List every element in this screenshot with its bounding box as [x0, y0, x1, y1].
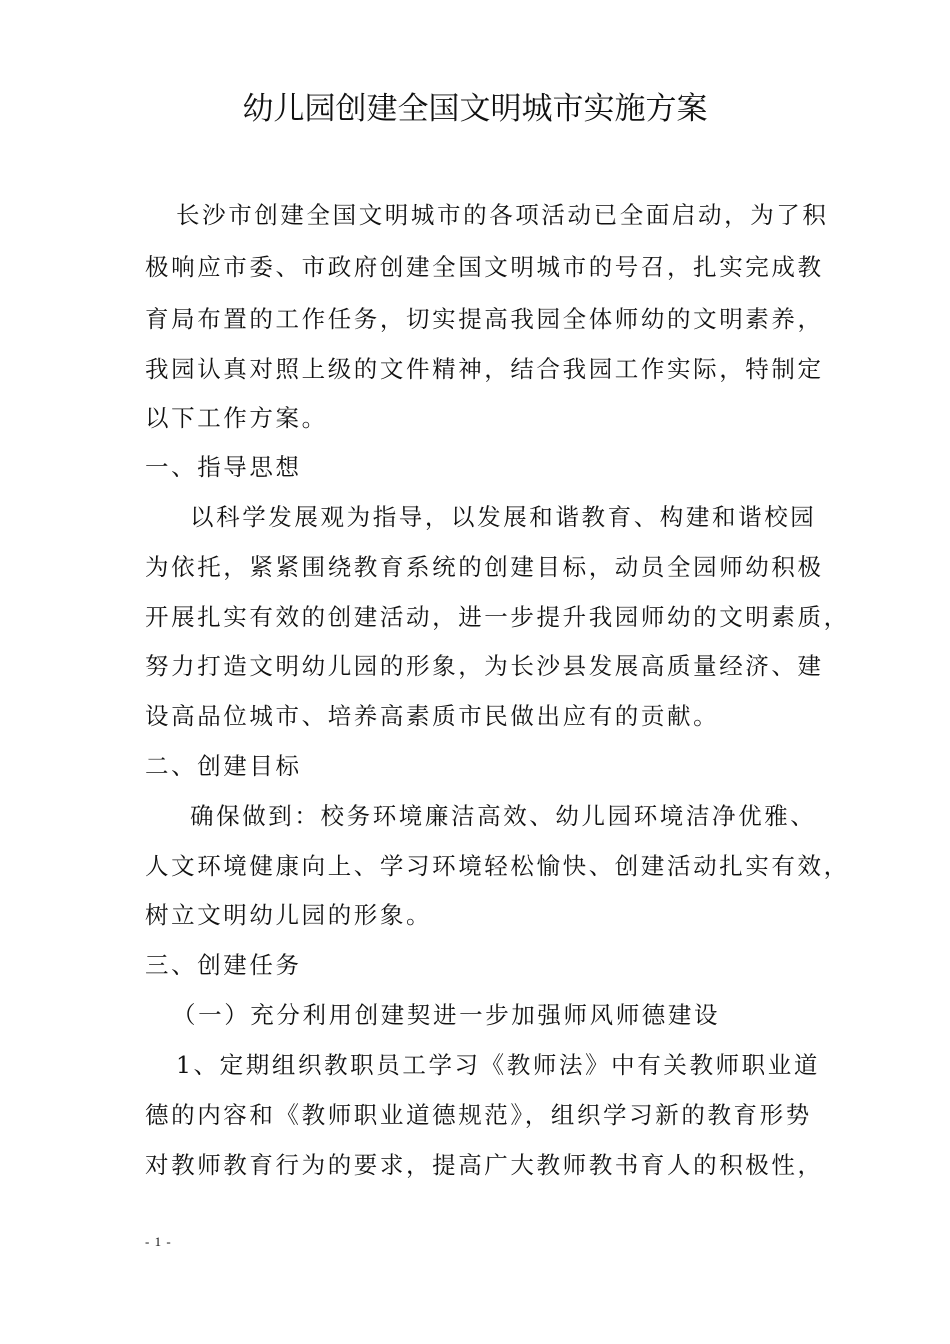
section-heading: 三、创建任务 [145, 951, 302, 979]
body-line: 德的内容和《教师职业道德规范》，组织学习新的教育形势 [145, 1101, 812, 1129]
body-line: 我园认真对照上级的文件精神，结合我园工作实际，特制定 [145, 355, 824, 383]
body-line: 为依托，紧紧围绕教育系统的创建目标，动员全园师幼积极 [145, 553, 824, 581]
body-line: 长沙市创建全国文明城市的各项活动已全面启动，为了积 [176, 201, 829, 229]
body-line: 对教师教育行为的要求，提高广大教师教书育人的积极性， [145, 1151, 824, 1179]
body-line: 1、定期组织教职员工学习《教师法》中有关教师职业道 [176, 1051, 820, 1079]
section-heading: 一、指导思想 [145, 453, 302, 481]
body-line: 极响应市委、市政府创建全国文明城市的号召，扎实完成教 [145, 253, 824, 281]
body-line: 以下工作方案。 [145, 404, 328, 432]
body-line: 育局布置的工作任务，切实提高我园全体师幼的文明素养， [145, 305, 824, 333]
body-line: 以科学发展观为指导，以发展和谐教育、构建和谐校园 [190, 503, 817, 531]
body-line: 人文环境健康向上、学习环境轻松愉快、创建活动扎实有效， [145, 852, 850, 880]
body-line: 设高品位城市、培养高素质市民做出应有的贡献。 [145, 702, 720, 730]
body-line: 努力打造文明幼儿园的形象，为长沙县发展高质量经济、建 [145, 652, 824, 680]
body-line: 确保做到：校务环境廉洁高效、幼儿园环境洁净优雅、 [190, 802, 817, 830]
body-line: 开展扎实有效的创建活动，进一步提升我园师幼的文明素质， [145, 603, 850, 631]
subsection-heading: （一）充分利用创建契进一步加强师风师德建设 [172, 1001, 721, 1029]
section-heading: 二、创建目标 [145, 752, 302, 780]
page-number: - 1 - [145, 1234, 172, 1249]
page-title: 幼儿园创建全国文明城市实施方案 [242, 91, 708, 127]
body-line: 树立文明幼儿园的形象。 [145, 901, 433, 929]
